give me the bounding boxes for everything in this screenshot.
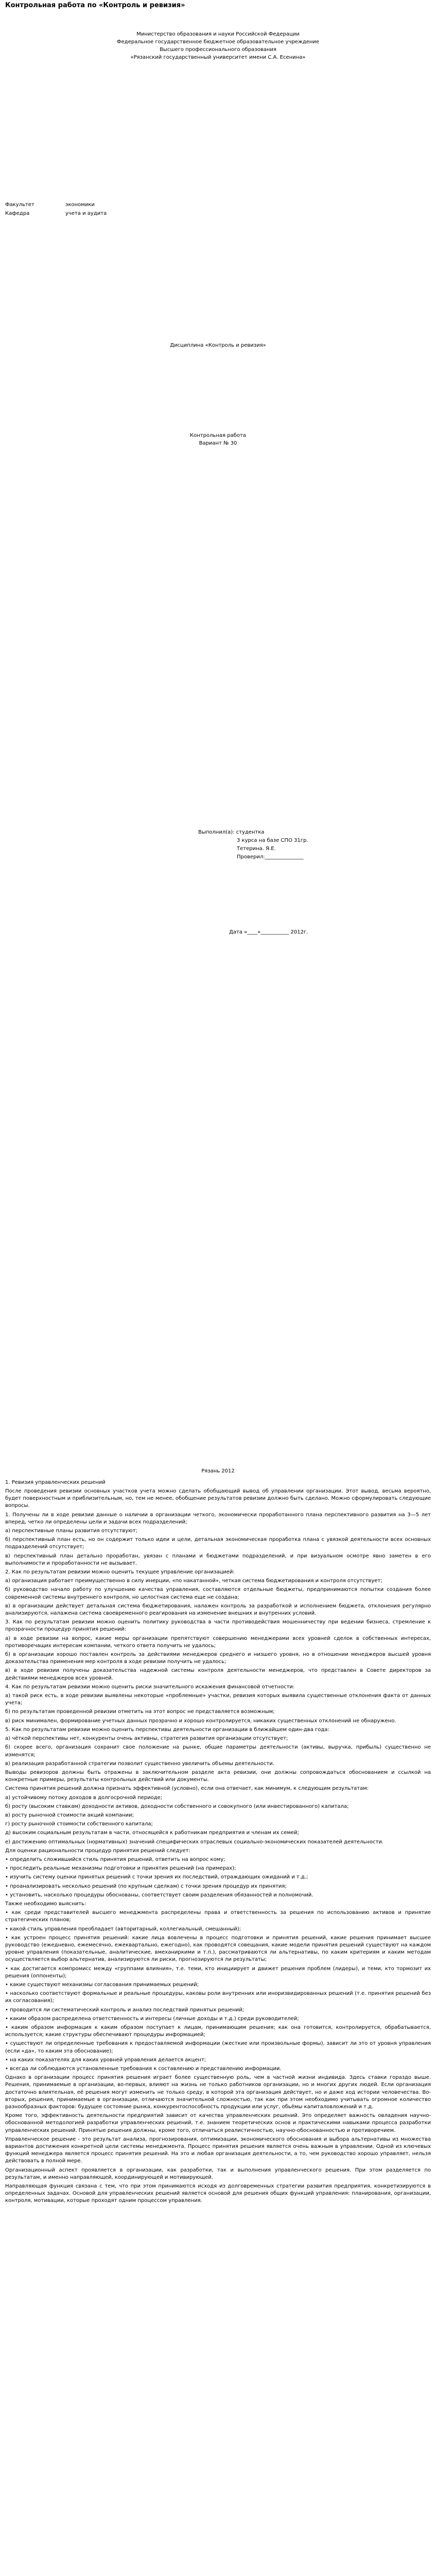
body-paragraph: б) скорее всего, организация сохранит свое положение на рынке, общие параметры деятельности (активы, выручка, прибыль) существенно не изменятся; bbox=[5, 1744, 431, 1758]
department-value: учета и аудита bbox=[65, 211, 107, 216]
body-paragraph: г) росту рыночной стоимости собственного капитала; bbox=[5, 1821, 153, 1827]
body-paragraph: • проследить реальные механизмы подготовки и принятия решений (на примерах); bbox=[5, 1866, 236, 1872]
body-paragraph: • изучить систему оценки принятых решений с точки зрения их последствий, отраждающих ожиданий и т.д.; bbox=[5, 1874, 308, 1880]
body-paragraph: Также необходимо выяснить: bbox=[5, 1901, 86, 1907]
faculty-block bbox=[5, 200, 431, 218]
body-paragraph: в) в ходе ревизии получены доказательства надежной системы контроля деятельности менеджеров, что представлен в Совете директоров за действиями менеджеров всех уровней. bbox=[5, 1668, 431, 1681]
body-paragraph: Организационный аспект проявляется в организации, как разработки, так и выполнения управленческого решения. При этом разделяется по результатам, и именно направляющей, координирующей и мотивирующей. bbox=[5, 2167, 431, 2180]
city-year: Рязань 2012 bbox=[201, 1468, 235, 1474]
body-paragraph: • как среди представителей высшего менеджмента распределены права и ответственность за решения по использованию активов и принятие стратегических планов; bbox=[5, 1910, 431, 1923]
student-name: Тетерина. Я.Е. bbox=[237, 846, 276, 852]
body-paragraph: После проведения ревизии основных участков учета можно сделать обобщающий вывод об управлении организации. Этот вывод, весьма вероятно, будет поверхностным и приблизительным, но, тем не менее, обобщение результатов ревизии должно быть сделано. Можно сформулировать следующие вопросы. bbox=[5, 1488, 431, 1509]
body-paragraph: е) достижению оптимальных (нормативных) значений специфических отраслевых социально-экономических показателей деятельности. bbox=[5, 1839, 384, 1845]
body-paragraph: • проводится ли систематический контроль и анализ последствий принятых решений; bbox=[5, 2007, 245, 2013]
ministry-line: Федеральное государственное бюджетное образовательное учреждение bbox=[116, 39, 320, 45]
ministry-header bbox=[5, 30, 431, 61]
faculty-value: экономики bbox=[65, 202, 95, 208]
ministry-line: Высшего профессионального образования bbox=[160, 47, 276, 53]
body-paragraph: в) в организации действует детальная система бюджетирования, налажен контроль за разработкой и исполнением бюджета, отклонения регулярно анализируются, налажена система своевременного реагирования на изменение внешних и внутренних условий. bbox=[5, 1603, 431, 1617]
body-paragraph: б) руководство начало работу по улучшению качества управления, составляются отдельные бюджеты, предпринимаются попытки создания более современной системы внутреннего контроля, но целостная система еще не создана; bbox=[5, 1587, 431, 1600]
paragraph-list bbox=[5, 1488, 431, 2205]
performer-line: Выполнил(а): студентка bbox=[198, 829, 265, 835]
work-title: Контрольная работа bbox=[190, 433, 246, 438]
body-paragraph: Кроме того, эффективность деятельности предприятий зависит от качества управленческих решений. Это определяет важность овладения научно-обоснованной методологией разработки управленческих решений, т.е. знанием теоретических основ и практическими навыками процесса разработки управленческих решений. Принятые решения должны, кроме того, отличаться реалистичностью, научно-обоснованностью и противоречием. bbox=[5, 2113, 431, 2133]
body-paragraph: а) перспективные планы развития отсутствуют; bbox=[5, 1528, 137, 1534]
body-paragraph: 1. Получены ли в ходе ревизии данные о наличии в организации четкого, экономически проработанного плана перспективного развития на 3—5 лет вперед, четко ли определены цели и задачи всех подразделений; bbox=[5, 1512, 431, 1525]
body-paragraph: а) такой риск есть, в ходе ревизии выявлены некоторые «проблемные» участки, ревизия которых выявила существенные отклонения факта от данных учета; bbox=[5, 1693, 431, 1706]
ministry-line: «Рязанский государственный университет имени С.А. Есенина» bbox=[130, 55, 306, 60]
body-paragraph: • насколько соответствуют формальные и реальные процедуры, каковы роли внутренних или иноризвидированных решений (т.е. принятия решений без их согласования); bbox=[5, 1991, 431, 2004]
checked-line: Проверил:_______________ bbox=[237, 854, 304, 860]
work-header bbox=[5, 432, 431, 447]
body-paragraph: • каким образом распределена ответственность и интересы (личные доходы и т.д.) среди руководителей; bbox=[5, 2015, 299, 2022]
body-paragraph: в) росту рыночной стоимости акций компании; bbox=[5, 1812, 134, 1818]
body-paragraph: • какие существуют механизмы согласования принимаемых решений; bbox=[5, 1981, 199, 1988]
faculty-row bbox=[5, 200, 431, 209]
body-paragraph: 3. Как по результатам ревизии можно оценить политику руководства в части противодействия мошенничеству при ведении бизнеса, стремление к прозрачности процедур принятия решений: bbox=[5, 1619, 431, 1633]
body-paragraph: Система принятия решений должна признать эффективной (условно), если она отвечает, как минимум, к следующим результатам: bbox=[5, 1786, 369, 1792]
body-paragraph: б) перспективный план есть, но он содержит только идеи и цели, детальная экономическая проработка плана с увязкой деятельности всех основных подразделений отсутствует; bbox=[5, 1537, 431, 1550]
document-title: Контрольная работа по «Контроль и ревизия» bbox=[5, 2, 185, 9]
body-paragraph: а) организация работает преимущественно в силу инерции, «по накатанной», четкая система бюджетирования и контроля отсутствует; bbox=[5, 1578, 382, 1584]
body-paragraph: в) риск минимален, формирование учетных данных прозрачно и хорошо контролируется, никаких существенных отклонений не обнаружено. bbox=[5, 1718, 396, 1724]
body-paragraph: • какой стиль управления преобладает (авторитарный, коллегиальный, смешанный); bbox=[5, 1926, 241, 1932]
body-paragraph: • каким образом информация к каким образом поступает к лицам, принимающим решения; как она готовится, контролируется, обрабатывается, используется; какие структуры обеспечивают процедуры информацией; bbox=[5, 2025, 431, 2038]
section-title: 1. Ревизия управленческих решений bbox=[5, 1480, 106, 1485]
document-body bbox=[5, 1479, 431, 2205]
body-paragraph: • всегда ли соблюдаются установленные требования к составлению и представлению информации. bbox=[5, 2066, 282, 2072]
body-paragraph: • как достигается компромисс между «группами влияния», т.е. теми, кто инициирует и движет решения проблем (лидеры), и теми, кто тормозит их решения (оппоненты); bbox=[5, 1965, 431, 1979]
body-paragraph: б) по результатам проведенной ревизии отметить на этот вопрос не представляется возможным; bbox=[5, 1709, 275, 1715]
body-paragraph: в) перспективный план детально проработан, увязан с планами и бюджетами подразделений, и при визуальном осмотре явно заметен в его выполнимости и проработанности не вызывает. bbox=[5, 1553, 431, 1566]
body-paragraph: 5. Как по результатам ревизии можно оценить перспективы деятельности организации в ближайшем один-два года: bbox=[5, 1726, 329, 1733]
body-paragraph: • проанализировать несколько решений (по крупным сделкам) с точки зрения процедур их принятия; bbox=[5, 1883, 287, 1889]
ministry-line: Министерство образования и науки Российской Федерации bbox=[136, 31, 300, 37]
body-paragraph: • на каких показателях для каких уровней управления делается акцент; bbox=[5, 2057, 206, 2063]
body-paragraph: Однако в организации процесс принятия решения играет более существенную роль, чем в частной жизни индивида. Здесь ставки гораздо выше. Решения, принимаемые в организации, во-первых, влияют на жизнь не только работников организации, но и многих других людей. Если организация достаточно влиятельная, её решения могут изменить не только среду, в которой эта организация действует, но и даже ход истории человечества. Во-вторых, решения, принимаемые в организации, отличаются значительной сложностью, так как при этом необходимо учитывать огромное количество разнообразных факторов: будущее состояние рынка, конкурентоспособность продукции или услуг, обьёмы капиталовложений и т.д. bbox=[5, 2075, 431, 2110]
body-paragraph: б) в организации хорошо поставлен контроль за действиями менеджеров среднего и низшего уровня, но в отношении менеджеров высшей уровня доказательства применения мер контроля в ходе ревизии получить не удалось; bbox=[5, 1652, 431, 1665]
date-line: Дата «____»___________ 2012г. bbox=[229, 929, 308, 935]
body-paragraph: 4. Как по результатам ревизии можно оценить риски значительного искажения финансовой отчетности: bbox=[5, 1684, 295, 1690]
faculty-label: Факультет bbox=[5, 202, 34, 208]
body-paragraph: 2. Как по результатам ревизии можно оценить текущее управление организацией: bbox=[5, 1569, 235, 1575]
body-paragraph: а) в ходе ревизии на вопрос, какие меры организации препятствуют совершению менеджерами всех уровней сделок в собственных интересах, противоречащих интересам компании, четкого ответа получить не удалось; bbox=[5, 1635, 431, 1649]
signoff-block bbox=[198, 828, 431, 937]
body-paragraph: • существуют ли определенные требования к предоставляемой информации (жесткие или произвольные формы), зависит ли это от уровня управления (если «да», то каким эта обоснование); bbox=[5, 2041, 431, 2054]
body-paragraph: в) реализация разработанной стратегии позволит существенно увеличить объемы деятельности. bbox=[5, 1760, 274, 1767]
body-paragraph: Для оценки рациональности процедур принятия решений следует: bbox=[5, 1848, 190, 1854]
variant-number: Вариант № 30 bbox=[199, 440, 237, 446]
body-paragraph: • определить сложившийся стиль принятия решений, ответить на вопрос кому; bbox=[5, 1856, 225, 1862]
body-paragraph: а) устойчивому потоку доходов в долгосрочной периоде; bbox=[5, 1794, 163, 1801]
body-paragraph: д) высоким социальным результатам в части, относящейся к работникам предприятия и членам их семей; bbox=[5, 1830, 299, 1836]
body-paragraph: б) росту (высоким ставкам) доходности активов, доходности собственного и совокупного (или инвестированного) капитала; bbox=[5, 1803, 349, 1809]
body-paragraph: • установить, насколько процедуры обоснованы, соответствует своим разделения обязанностей и полномочий. bbox=[5, 1892, 313, 1898]
body-paragraph: Направляющая функция связана с тем, что при этом принимаются исходя из долговременных стратегии развития предприятия, конкретизируются в определенных задачах. Основой для управленческих решений является основой для решения общих функций управления: планирования, организации, контроля, мотивации, которые проходят одним процессом управления. bbox=[5, 2183, 431, 2204]
discipline-title: Дисциплина «Контроль и ревизия» bbox=[170, 343, 266, 348]
department-row bbox=[5, 209, 431, 218]
body-paragraph: Управленческое решение - это результат анализа, прогнозирования, оптимизации, экономического обоснования и выбора альтернативы из множества вариантов достижения конкретной цели системы менеджмента. Процесс принятия решения является очень важным в управлении. Одной из ключевых функций менеджера является процесс принятия решений. На это и любая организация деятельности, а то, чем руководство хорошо управляет, нельзя действовать в полной мере. bbox=[5, 2136, 431, 2164]
course-line: 3 курса на базе СПО 31гр. bbox=[237, 838, 308, 843]
body-paragraph: • как устроен процесс принятия решений: какие лица вовлечены в процесс подготовки и принятия решений, какие решения принимает высшее руководство (ежедневно, ежемесячно, ежеквартально, ежегодно), как проводятся совещания, какие модели принятия решений существуют на каждом уровне управления (показательные, аналитические, вмеханиркими и т.п.), рассматриваются ли альтернативы, по каким критериям и каким методам осуществляется выбор альтернатив, анализируются ли риски, прогнозируются ли результаты; bbox=[5, 1935, 431, 1963]
body-paragraph: а) чёткой перспективы нет, конкуренты очень активны, стратегия развития организации отсутствует; bbox=[5, 1736, 288, 1742]
department-label: Кафедра bbox=[5, 211, 30, 216]
body-paragraph: Выводы ревизоров должны быть отражены в заключительном разделе акта ревизии, они должны сопровождаться обоснованием и ссылкой на конкретные примеры, результаты контрольных действий или документы. bbox=[5, 1769, 431, 1783]
